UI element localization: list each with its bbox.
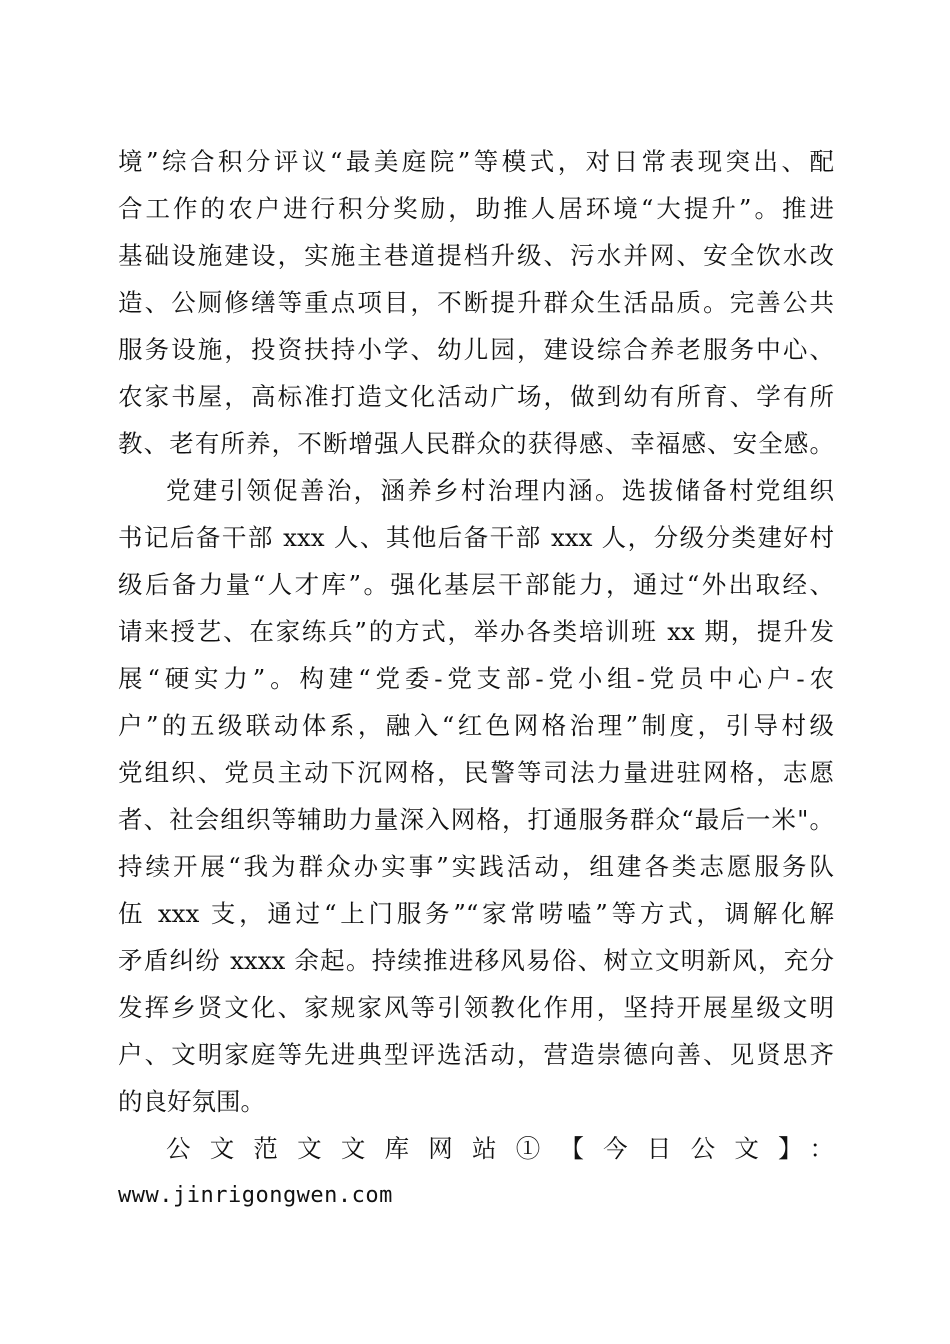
footer-url-link[interactable]: www.jinrigongwen.com bbox=[118, 1183, 393, 1208]
paragraph-2-line-9: 持续开展“我为群众办实事”实践活动，组建各类志愿服务队 bbox=[118, 852, 834, 881]
paragraph-2-line-11: 矛盾纠纷 xxxx 余起。持续推进移风易俗、树立文明新风，充分 bbox=[118, 946, 834, 975]
paragraph-2-line-10: 伍 xxx 支，通过“上门服务”“家常唠嗑”等方式，调解化解 bbox=[118, 899, 834, 928]
paragraph-2-line-1: 党建引领促善治，涵养乡村治理内涵。选拔储备村党组织 bbox=[166, 476, 834, 505]
paragraph-1-line-6: 农家书屋，高标准打造文化活动广场，做到幼有所育、学有所 bbox=[118, 382, 834, 411]
paragraph-1-line-7: 教、老有所养，不断增强人民群众的获得感、幸福感、安全感。 bbox=[118, 429, 834, 458]
paragraph-2-line-6: 户”的五级联动体系，融入“红色网格治理”制度，引导村级 bbox=[118, 711, 834, 740]
paragraph-1-line-2: 合工作的农户进行积分奖励，助推人居环境“大提升”。推进 bbox=[118, 194, 834, 223]
paragraph-2-line-12: 发挥乡贤文化、家规家风等引领教化作用，坚持开展星级文明 bbox=[118, 993, 834, 1022]
paragraph-1-line-4: 造、公厕修缮等重点项目，不断提升群众生活品质。完善公共 bbox=[118, 288, 834, 317]
paragraph-2-line-8: 者、社会组织等辅助力量深入网格，打通服务群众“最后一米"。 bbox=[118, 805, 834, 834]
paragraph-2-line-4: 请来授艺、在家练兵”的方式，举办各类培训班 xx 期，提升发 bbox=[118, 617, 834, 646]
paragraph-2-line-5: 展“硬实力”。构建“党委-党支部-党小组-党员中心户-农 bbox=[118, 664, 834, 693]
paragraph-2-line-13: 户、文明家庭等先进典型评选活动，营造崇德向善、见贤思齐 bbox=[118, 1040, 834, 1069]
paragraph-2-line-2: 书记后备干部 xxx 人、其他后备干部 xxx 人，分级分类建好村 bbox=[118, 523, 834, 552]
paragraph-2-line-3: 级后备力量“人才库”。强化基层干部能力，通过“外出取经、 bbox=[118, 570, 834, 599]
paragraph-1-line-3: 基础设施建设，实施主巷道提档升级、污水并网、安全饮水改 bbox=[118, 241, 834, 270]
paragraph-1-line-5: 服务设施，投资扶持小学、幼儿园，建设综合养老服务中心、 bbox=[118, 335, 834, 364]
paragraph-2-line-7: 党组织、党员主动下沉网格，民警等司法力量进驻网格，志愿 bbox=[118, 758, 834, 787]
paragraph-2-line-14: 的良好氛围。 bbox=[118, 1087, 265, 1116]
footer-site-title: 公文范文文库网站①【今日公文】： bbox=[166, 1134, 834, 1163]
paragraph-1-line-1: 境”综合积分评议“最美庭院”等模式，对日常表现突出、配 bbox=[118, 147, 834, 176]
